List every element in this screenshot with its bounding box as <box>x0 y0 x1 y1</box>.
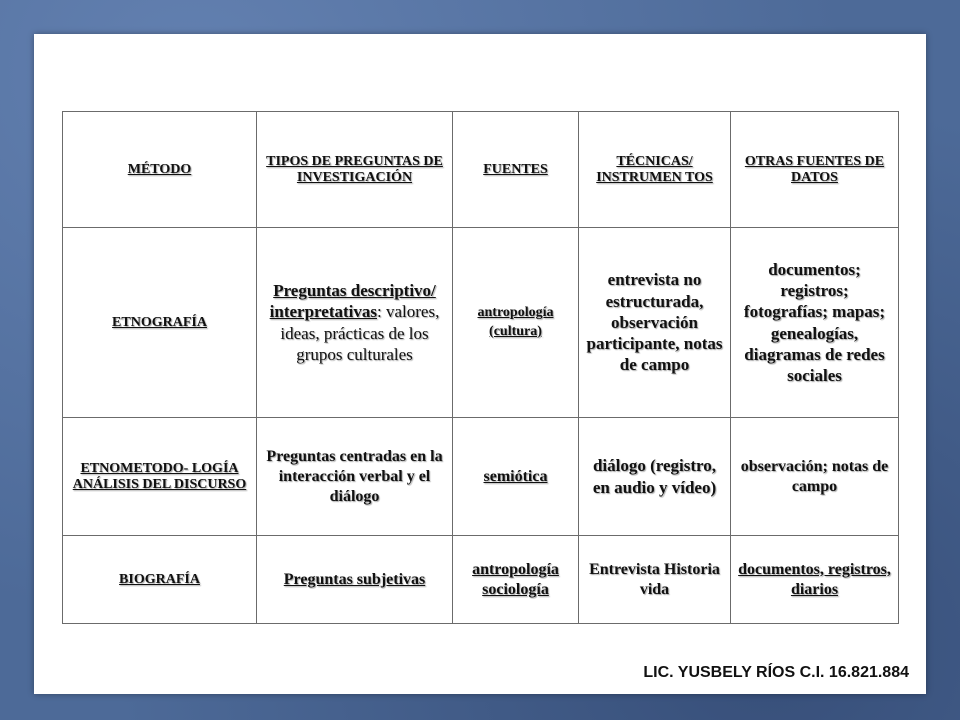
header-metodo: MÉTODO <box>63 112 257 228</box>
table-header-row <box>63 112 899 228</box>
slide-sheet <box>34 34 926 694</box>
row-etnografia-fuentes: antropología (cultura) <box>453 228 579 418</box>
row-etnografia-otras: documentos; registros; fotografías; mapas; genealogías, diagramas de redes sociales <box>731 228 899 418</box>
row-biografia-tipos: Preguntas subjetivas <box>257 536 453 624</box>
table-row <box>63 536 899 624</box>
header-tecnicas: TÉCNICAS/ INSTRUMEN TOS <box>579 112 731 228</box>
row-biografia-tecnicas: Entrevista Historia vida <box>579 536 731 624</box>
methods-table <box>62 111 899 624</box>
row-etnometodologia-tecnicas: diálogo (registro, en audio y vídeo) <box>579 418 731 536</box>
header-tipos: TIPOS DE PREGUNTAS DE INVESTIGACIÓN <box>257 112 453 228</box>
tipos-rest-part: : valores, ideas, prácticas de los grupos culturales <box>280 302 440 364</box>
row-etnometodologia-metodo: ETNOMETODO- LOGÍA ANÁLISIS DEL DISCURSO <box>63 418 257 536</box>
row-etnografia-tecnicas: entrevista no estructurada, observación participante, notas de campo <box>579 228 731 418</box>
row-etnografia-tipos <box>257 228 453 418</box>
table-row <box>63 418 899 536</box>
row-etnometodologia-otras: observación; notas de campo <box>731 418 899 536</box>
tipos-bold-part: Preguntas descriptivo/ interpretativas <box>269 281 436 322</box>
author-footer: LIC. YUSBELY RÍOS C.I. 16.821.884 <box>643 664 909 681</box>
header-otras: OTRAS FUENTES DE DATOS <box>731 112 899 228</box>
row-etnografia-metodo: ETNOGRAFÍA <box>63 228 257 418</box>
row-biografia-otras: documentos, registros, diarios <box>731 536 899 624</box>
row-etnometodologia-tipos: Preguntas centradas en la interacción verbal y el diálogo <box>257 418 453 536</box>
row-biografia-fuentes: antropología sociología <box>453 536 579 624</box>
table-row <box>63 228 899 418</box>
header-fuentes: FUENTES <box>453 112 579 228</box>
row-biografia-metodo: BIOGRAFÍA <box>63 536 257 624</box>
row-etnometodologia-fuentes: semiótica <box>453 418 579 536</box>
